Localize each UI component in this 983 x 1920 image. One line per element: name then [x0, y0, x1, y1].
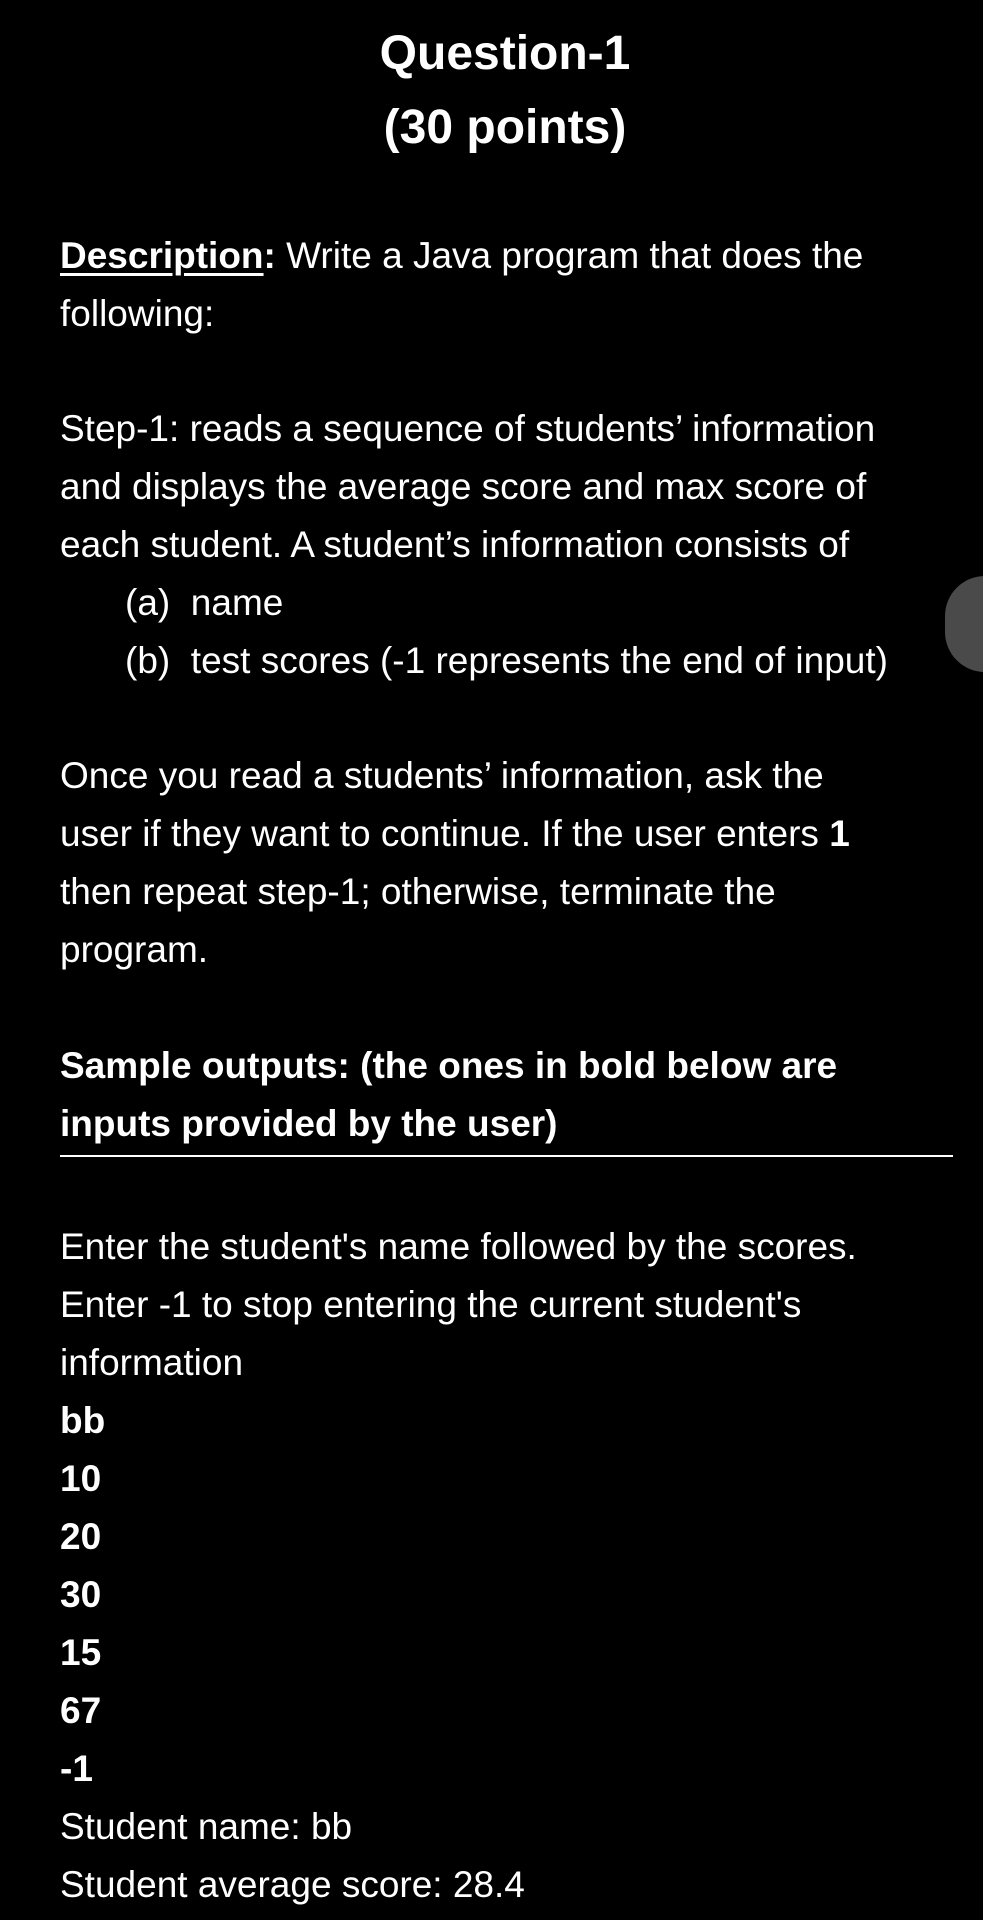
description-line-2: following: — [60, 293, 215, 334]
continue-line-2-text: user if they want to continue. If the user enters — [60, 813, 830, 854]
question-title: Question-1 — [379, 27, 631, 80]
continue-line-3: then repeat step-1; otherwise, terminate the — [60, 871, 776, 912]
sample-output-name: Student name: bb — [60, 1806, 353, 1847]
step1-item-a — [125, 579, 283, 627]
sample-input: 67 — [60, 1690, 102, 1731]
step1-line-2: and displays the average score and max score of — [60, 466, 867, 507]
sample-input: 20 — [60, 1516, 102, 1557]
sample-input: bb — [60, 1400, 106, 1441]
item-b-marker: (b) — [125, 640, 171, 681]
sample-prompt-line-1: Enter the student's name followed by the scores. — [60, 1226, 857, 1267]
step1-line-3: each student. A student’s information consists of — [60, 524, 850, 565]
sample-output-average: Student average score: 28.4 — [60, 1864, 525, 1905]
continue-line-1: Once you read a students’ information, ask the — [60, 755, 824, 796]
continue-line-4: program. — [60, 929, 209, 970]
description-line-1 — [60, 232, 863, 280]
step1-item-b — [125, 637, 888, 685]
description-label: Description — [60, 235, 264, 276]
continue-line-2 — [60, 810, 850, 858]
edge-scroll-handle[interactable] — [945, 576, 983, 672]
item-a-marker: (a) — [125, 582, 171, 623]
sample-heading-line-1: Sample outputs: (the ones in bold below are — [60, 1045, 838, 1086]
item-b-text: test scores (-1 represents the end of input) — [190, 640, 888, 681]
sample-input: -1 — [60, 1748, 93, 1789]
sample-prompt-line-3: information — [60, 1342, 244, 1383]
question-points: (30 points) — [383, 101, 627, 154]
description-colon: : — [263, 235, 276, 276]
sample-prompt-line-2: Enter -1 to stop entering the current student's — [60, 1284, 802, 1325]
sample-divider — [60, 1155, 953, 1157]
item-a-text: name — [190, 582, 284, 623]
sample-input: 15 — [60, 1632, 102, 1673]
sample-input: 30 — [60, 1574, 102, 1615]
continue-input-one: 1 — [829, 813, 850, 854]
description-text-1: Write a Java program that does the — [275, 235, 864, 276]
sample-heading-line-2: inputs provided by the user) — [60, 1103, 558, 1144]
sample-input: 10 — [60, 1458, 102, 1499]
step1-line-1: Step-1: reads a sequence of students’ information — [60, 408, 876, 449]
